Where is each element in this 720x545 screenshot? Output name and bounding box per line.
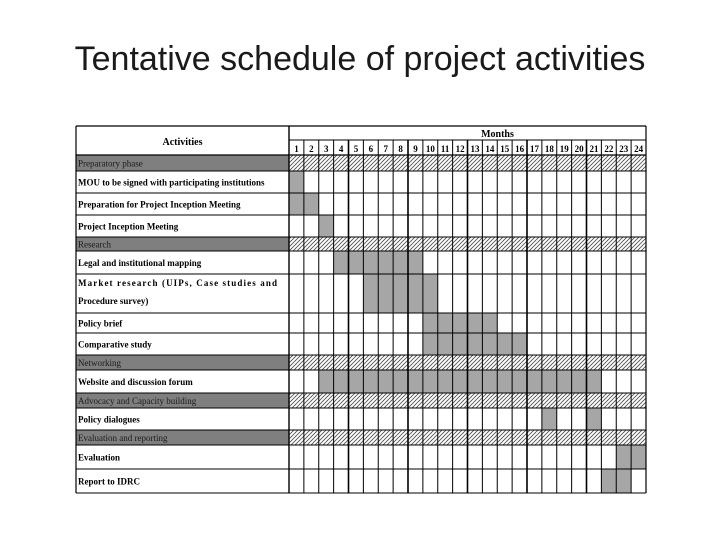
- month-number: 20: [574, 144, 584, 154]
- month-number: 13: [470, 144, 480, 154]
- month-number: 11: [440, 144, 450, 154]
- month-number: 23: [619, 144, 629, 154]
- row-label: Market research (UIPs, Case studies and: [78, 278, 277, 288]
- month-number: 21: [589, 144, 599, 154]
- month-number: 4: [338, 144, 344, 154]
- activity-label: Policy dialogues: [78, 414, 140, 425]
- month-number: 19: [559, 144, 569, 154]
- activity-label: Preparation for Project Inception Meeting: [78, 199, 241, 210]
- slide-title: Tentative schedule of project activities: [74, 40, 646, 78]
- activity-label: Report to IDRC: [78, 476, 140, 487]
- phase-label: Evaluation and reporting: [78, 433, 168, 443]
- month-number: 9: [413, 144, 418, 154]
- activity-bar: [542, 408, 557, 430]
- activity-bar: [423, 333, 527, 355]
- month-number: 10: [425, 144, 435, 154]
- activity-bar: [587, 408, 602, 430]
- activity-label: MOU to be signed with participating institutions: [78, 177, 265, 188]
- month-number: 3: [323, 144, 329, 154]
- activity-bar: [319, 370, 602, 393]
- activity-label: Policy brief: [78, 318, 123, 329]
- months-header: Months: [481, 129, 514, 140]
- phase-label: Research: [78, 239, 111, 250]
- month-number: 16: [515, 144, 525, 154]
- month-number: 14: [485, 144, 495, 154]
- row-label-line2: Procedure survey): [78, 296, 149, 306]
- month-number: 24: [634, 144, 644, 154]
- activity-bar: [289, 171, 304, 193]
- month-number: 17: [529, 144, 539, 154]
- activity-label: Comparative study: [78, 339, 152, 350]
- month-number: 8: [398, 144, 403, 154]
- phase-label: Networking: [78, 358, 121, 368]
- month-number: 22: [604, 144, 614, 154]
- activity-label: Project Inception Meeting: [78, 221, 179, 232]
- month-number: 12: [455, 144, 465, 154]
- activity-label: Legal and institutional mapping: [78, 258, 202, 268]
- activity-bar: [363, 274, 437, 313]
- month-number: 2: [309, 144, 314, 154]
- activity-label: Website and discussion forum: [78, 377, 193, 387]
- month-number: 6: [368, 144, 374, 154]
- phase-label: Advocacy and Capacity building: [78, 396, 197, 406]
- activity-bar: [319, 215, 334, 237]
- month-number: 1: [294, 144, 299, 154]
- activity-label: Evaluation: [78, 452, 121, 463]
- activity-bar: [423, 313, 497, 333]
- phase-label: Preparatory phase: [78, 158, 143, 169]
- month-number: 15: [500, 144, 510, 154]
- month-number: 5: [353, 144, 359, 154]
- month-number: 18: [544, 144, 554, 154]
- activities-header: Activities: [162, 137, 203, 148]
- month-number: 7: [383, 144, 388, 154]
